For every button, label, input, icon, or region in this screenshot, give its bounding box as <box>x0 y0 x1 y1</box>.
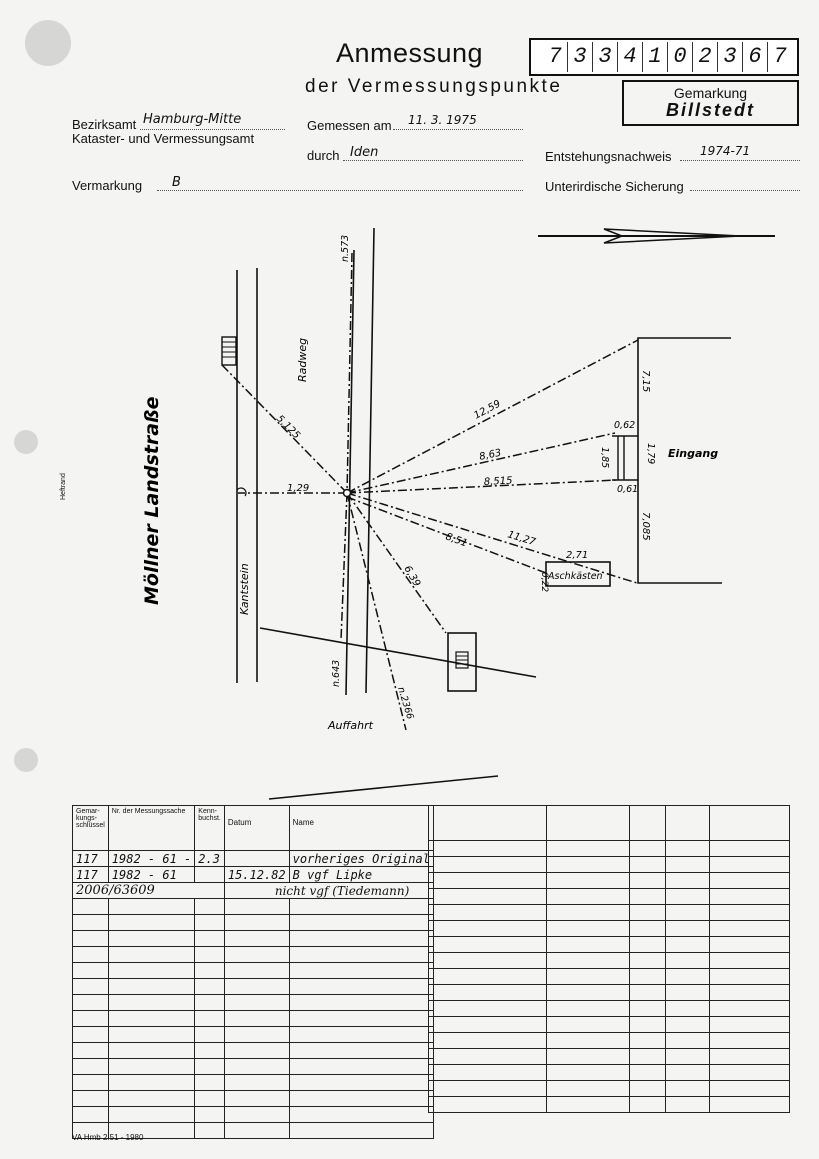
cell <box>195 867 225 883</box>
bezirksamt-label: Bezirksamt <box>72 117 137 132</box>
measure-5125: 5,125 <box>273 413 302 442</box>
cell: 117 <box>73 851 109 867</box>
measure-715: 7,15 <box>640 370 651 393</box>
eingang-label: Eingang <box>668 447 719 460</box>
radweg-line-right <box>366 228 374 693</box>
page-subtitle: der Vermessungspunkte <box>305 76 563 97</box>
cell: 1982 - 61 - <box>108 851 194 867</box>
entstehung-label: Entstehungsnachweis <box>545 149 672 164</box>
header-gemarkungsschluessel: Gemar-kungs-schlüssel <box>73 806 109 851</box>
gemessen-value: 11. 3. 1975 <box>408 113 477 127</box>
cell: nicht vgf (Tiedemann) <box>224 883 433 899</box>
street-label: Möllner Landstraße <box>141 396 163 605</box>
ray-639 <box>347 493 446 633</box>
record-table-right <box>428 805 790 1113</box>
bottom-line <box>269 776 498 799</box>
digit: 6 <box>743 42 768 72</box>
digit: 0 <box>668 42 693 72</box>
table-row <box>73 867 434 883</box>
ray-643 <box>341 493 347 640</box>
measure-271: 2,71 <box>566 550 589 561</box>
vermarkung-value: B <box>172 175 181 190</box>
measure-185: 1,85 <box>599 447 610 469</box>
digit: 3 <box>718 42 743 72</box>
table-row <box>73 883 434 899</box>
amt-label: Kataster- und Vermessungsamt <box>72 131 255 146</box>
header-name: Name <box>289 806 433 851</box>
ray-8515 <box>347 480 617 493</box>
aschkasten-label: Aschkästen <box>548 571 603 582</box>
cell: B vgf Lipke <box>289 867 433 883</box>
table-row <box>73 851 434 867</box>
digit: 7 <box>773 44 787 69</box>
header-kennbuchst: Kenn-buchst. <box>195 806 225 851</box>
digit: 1 <box>643 42 668 72</box>
digit: 3 <box>593 42 618 72</box>
measure-179: 1,79 <box>645 443 656 465</box>
auffahrt-line <box>260 628 536 677</box>
stairs-icon <box>222 337 236 365</box>
vermarkung-label: Vermarkung <box>72 178 143 193</box>
boundary-mark-icon <box>237 488 246 496</box>
gemessen-label: Gemessen am <box>307 118 392 133</box>
survey-point-icon <box>344 490 351 497</box>
measure-1127: 11,27 <box>506 529 537 549</box>
measure-8515: 8,515 <box>483 475 513 488</box>
durch-value: Iden <box>350 145 379 160</box>
cell: 1982 - 61 <box>108 867 194 883</box>
entstehung-value: 1974-71 <box>700 144 751 158</box>
digit: 4 <box>618 42 643 72</box>
ray-1259 <box>347 340 638 493</box>
page-title: Anmessung <box>335 38 484 68</box>
digit: 3 <box>568 42 593 72</box>
measure-022: 0,22 <box>539 572 549 593</box>
measure-129: 1,29 <box>287 483 310 494</box>
digit: 2 <box>693 42 718 72</box>
measure-639: 6,39 <box>401 564 423 589</box>
digit: 7 <box>543 42 568 72</box>
gemarkung-value: Billstedt <box>665 100 755 120</box>
cell: 117 <box>73 867 109 883</box>
header-datum: Datum <box>224 806 289 851</box>
n573-label: n.573 <box>340 234 351 262</box>
measure-062: 0,62 <box>614 420 636 431</box>
north-arrow-icon <box>538 229 775 243</box>
entrance-symbol <box>612 436 638 480</box>
cell <box>224 851 289 867</box>
n2366-label: n.2366 <box>395 685 416 721</box>
measure-1259: 12,59 <box>472 398 503 422</box>
radweg-label: Radweg <box>296 337 309 382</box>
kantstein-label: Kantstein <box>238 563 251 615</box>
measure-851: 8,51 <box>443 531 469 550</box>
cell: vorheriges Original <box>289 851 433 867</box>
form-footer: VA Hmb 2.51 - 1980 <box>72 1133 144 1142</box>
gemarkung-label: Gemarkung <box>673 85 748 101</box>
table-header-row <box>73 806 434 851</box>
cell: 2.3 <box>195 851 225 867</box>
measure-7085: 7,085 <box>640 512 651 541</box>
measure-863: 8,63 <box>478 447 503 463</box>
ray-863 <box>347 433 615 493</box>
ray-1127 <box>347 493 637 583</box>
header-nr-messungssache: Nr. der Messungssache <box>108 806 194 851</box>
unterirdisch-label: Unterirdische Sicherung <box>545 179 684 194</box>
heftrand-label: Heftrand <box>60 473 67 500</box>
auffahrt-label: Auffahrt <box>328 719 373 732</box>
n643-label: n.643 <box>331 659 342 687</box>
record-table <box>72 805 434 1139</box>
cell: 15.12.82 <box>224 867 289 883</box>
measure-061: 0,61 <box>617 484 639 495</box>
cell: 2006/63609 <box>73 883 225 899</box>
bezirksamt-value: Hamburg-Mitte <box>143 112 242 127</box>
durch-label: durch <box>307 148 340 163</box>
